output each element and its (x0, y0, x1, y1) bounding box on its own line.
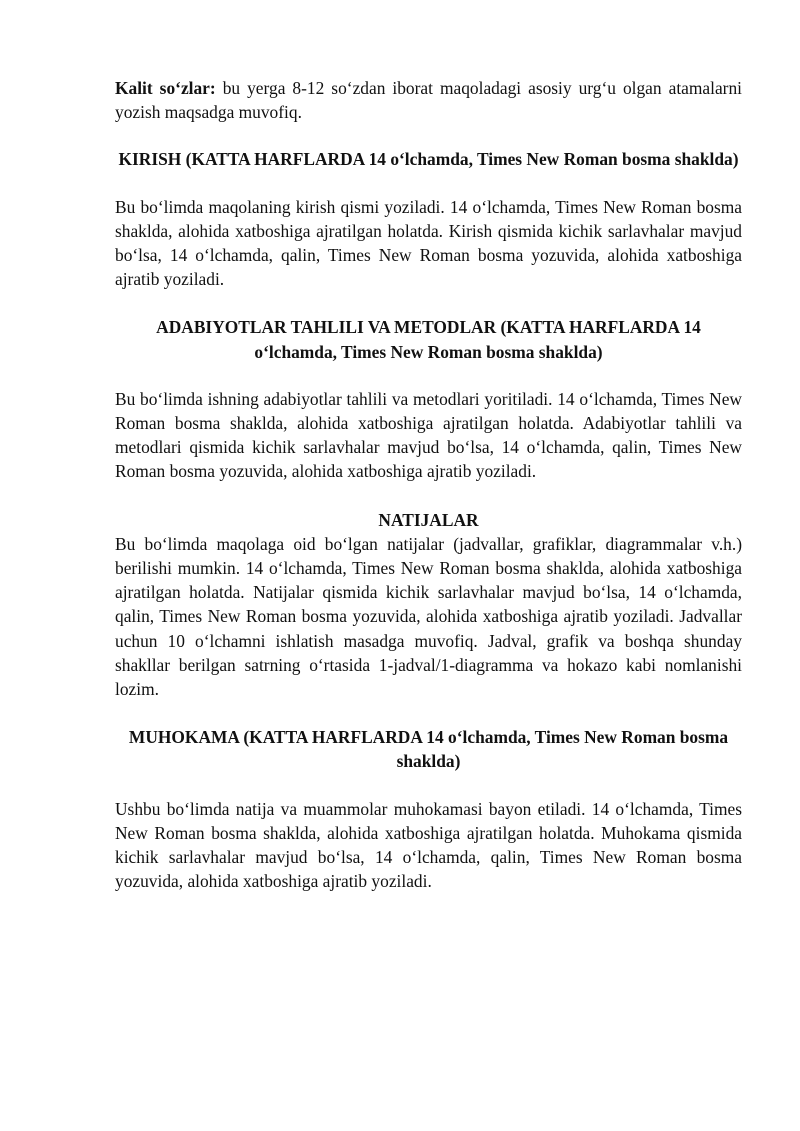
intro-heading: KIRISH (KATTA HARFLARDA 14 o‘lchamda, Times New Roman bosma shaklda) (118, 149, 739, 170)
keywords-text: bu yerga 8-12 so‘zdan iborat maqoladagi asosiy urg‘u olgan atamalarni yozish maqsadga muvofiq. (115, 78, 742, 123)
results-heading: NATIJALAR (378, 509, 479, 530)
keywords-paragraph (115, 76, 742, 124)
discussion-heading: MUHOKAMA (KATTA HARFLARDA 14 o‘lchamda, Times New Roman bosma shaklda) (128, 727, 729, 772)
results-body: Bu bo‘limda maqolaga oid bo‘lgan natijalar (jadvallar, grafiklar, diagrammalar v.h.) berilishi mumkin. 14 o‘lchamda, Times New Roman bosma shaklda, alohida xatboshiga ajratilgan holatda. Natijalar qismida kichik sarlavhalar mavjud bo‘lsa, 14 o‘lchamda, qalin, Times New Roman bosma yozuvida, alohida xatboshiga ajratib yoziladi. Jadvallar uchun 10 o‘lchamni ishlatish masadga muvofiq. Jadval, grafik va boshqa shunday shakllar berilgan satrning o‘rtasida 1-jadval/1-diagramma va hokazo kabi nomlanishi lozim. (115, 533, 742, 700)
intro-body: Bu bo‘limda maqolaning kirish qismi yoziladi. 14 o‘lchamda, Times New Roman bosma shaklda, alohida xatboshiga ajratilgan holatda. Kirish qismida kichik sarlavhalar mavjud bo‘lsa, 14 o‘lchamda, qalin, Times New Roman bosma yozuvida, alohida xatboshiga ajratib yoziladi. (115, 196, 742, 290)
document-page (115, 76, 742, 893)
literature-heading: ADABIYOTLAR TAHLILI VA METODLAR (KATTA HARFLARDA 14 o‘lchamda, Times New Roman bosma shaklda) (156, 317, 701, 362)
literature-body: Bu bo‘limda ishning adabiyotlar tahlili va metodlari yoritiladi. 14 o‘lchamda, Times New Roman bosma shaklda, alohida xatboshiga ajratilgan holatda. Adabiyotlar tahlili va metodlari qismida kichik sarlavhalar mavjud bo‘lsa, 14 o‘lchamda, qalin, Times New Roman bosma yozuvida, alohida xatboshiga ajratib yoziladi. (115, 388, 742, 482)
discussion-body: Ushbu bo‘limda natija va muammolar muhokamasi bayon etiladi. 14 o‘lchamda, Times New Roman bosma shaklda, alohida xatboshiga ajratilgan holatda. Muhokama qismida kichik sarlavhalar mavjud bo‘lsa, 14 o‘lchamda, qalin, Times New Roman bosma yozuvida, alohida xatboshiga ajratib yoziladi. (115, 798, 742, 892)
keywords-label: Kalit so‘zlar: (115, 78, 216, 98)
